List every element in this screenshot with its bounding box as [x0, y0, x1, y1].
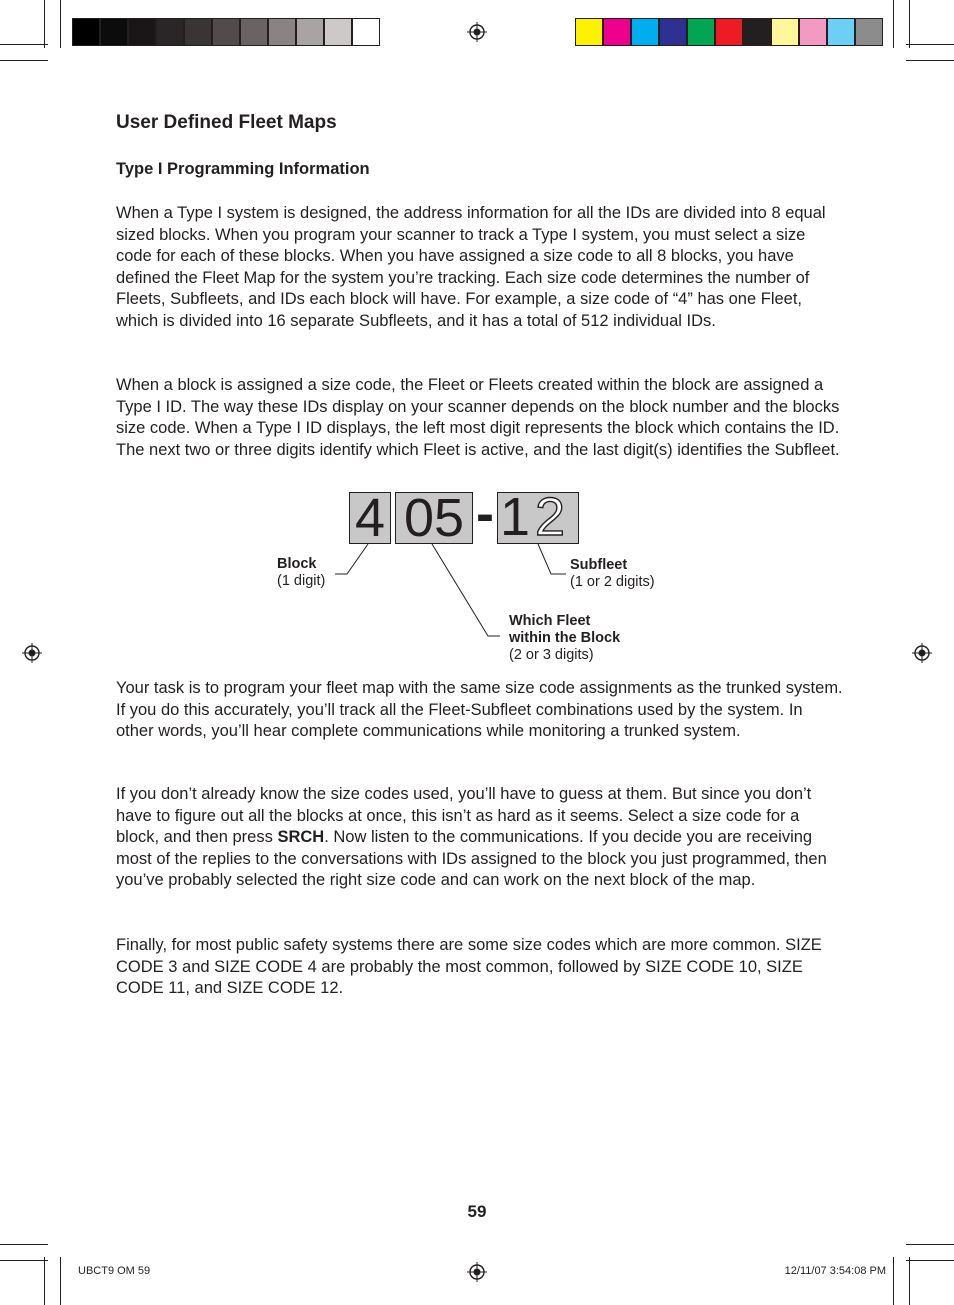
subfleet-digit-1: 1: [500, 487, 531, 547]
block-digit: 4: [349, 492, 391, 544]
registration-mark-icon: [467, 1262, 487, 1282]
label-subfleet: Subfleet (1 or 2 digits): [570, 557, 655, 590]
label-which-fleet: Which Fleet within the Block (2 or 3 digits): [509, 613, 621, 663]
section-subtitle: Type I Programming Information: [116, 160, 370, 178]
paragraph-4: If you don’t already know the size codes used, you’ll have to guess at them. But since you don’t have to figure out all the blocks at once, this isn’t as hard as it seems. Select a size code for a block, and then press SRCH. Now listen to the communications. If you decide you are receiving most of the replies to the conversations with IDs assigned to the block you just programmed, then you’ve probably selected the right size code and can work on the next block of the map.: [116, 785, 827, 890]
label-block: Block (1 digit): [277, 556, 326, 589]
page-number: 59: [467, 1202, 487, 1221]
print-slug-left: UBCT9 OM 59: [78, 1265, 151, 1277]
srch-key-label: SRCH: [277, 828, 325, 847]
paragraph-1: When a Type I system is designed, the address information for all the IDs are divided into 8 equal sized blocks. When you program your scanner to track a Type I system, you must select a size code for each of these blocks. When you have assigned a size code to all 8 blocks, you have defined the Fleet Map for the system you’re tracking. Each size code determines the number of Fleets, Subfleets, and IDs each block will have. For example, a size code of “4” has one Fleet, which is divided into 16 separate Subfleets, and it has a total of 512 individual IDs.: [116, 204, 826, 330]
paragraph-3: Your task is to program your fleet map with the same size code assignments as the trunked system. If you do this accurately, you’ll track all the Fleet-Subfleet combinations used by the system. In other words, you’ll hear complete communications while monitoring a trunked system.: [116, 679, 843, 741]
paragraph-2: When a block is assigned a size code, the Fleet or Fleets created within the block are assigned a Type I ID. The way these IDs display on your scanner depends on the block number and the blocks size code. When a Type I ID displays, the left most digit represents the block which contains the ID. The next two or three digits identify which Fleet is active, and the last digit(s) identifies the Subfleet.: [116, 376, 840, 459]
subfleet-digit-2: 2: [535, 487, 566, 547]
page-title: User Defined Fleet Maps: [116, 112, 337, 133]
paragraph-5: Finally, for most public safety systems there are some size codes which are more common. SIZE CODE 3 and SIZE CODE 4 are probably the most common, followed by SIZE CODE 10, SIZE CODE 11, and SIZE CODE 12.: [116, 936, 822, 998]
fleet-digits: 05: [395, 492, 473, 544]
print-slug-right: 12/11/07 3:54:08 PM: [784, 1265, 886, 1277]
id-separator: -: [476, 484, 494, 544]
